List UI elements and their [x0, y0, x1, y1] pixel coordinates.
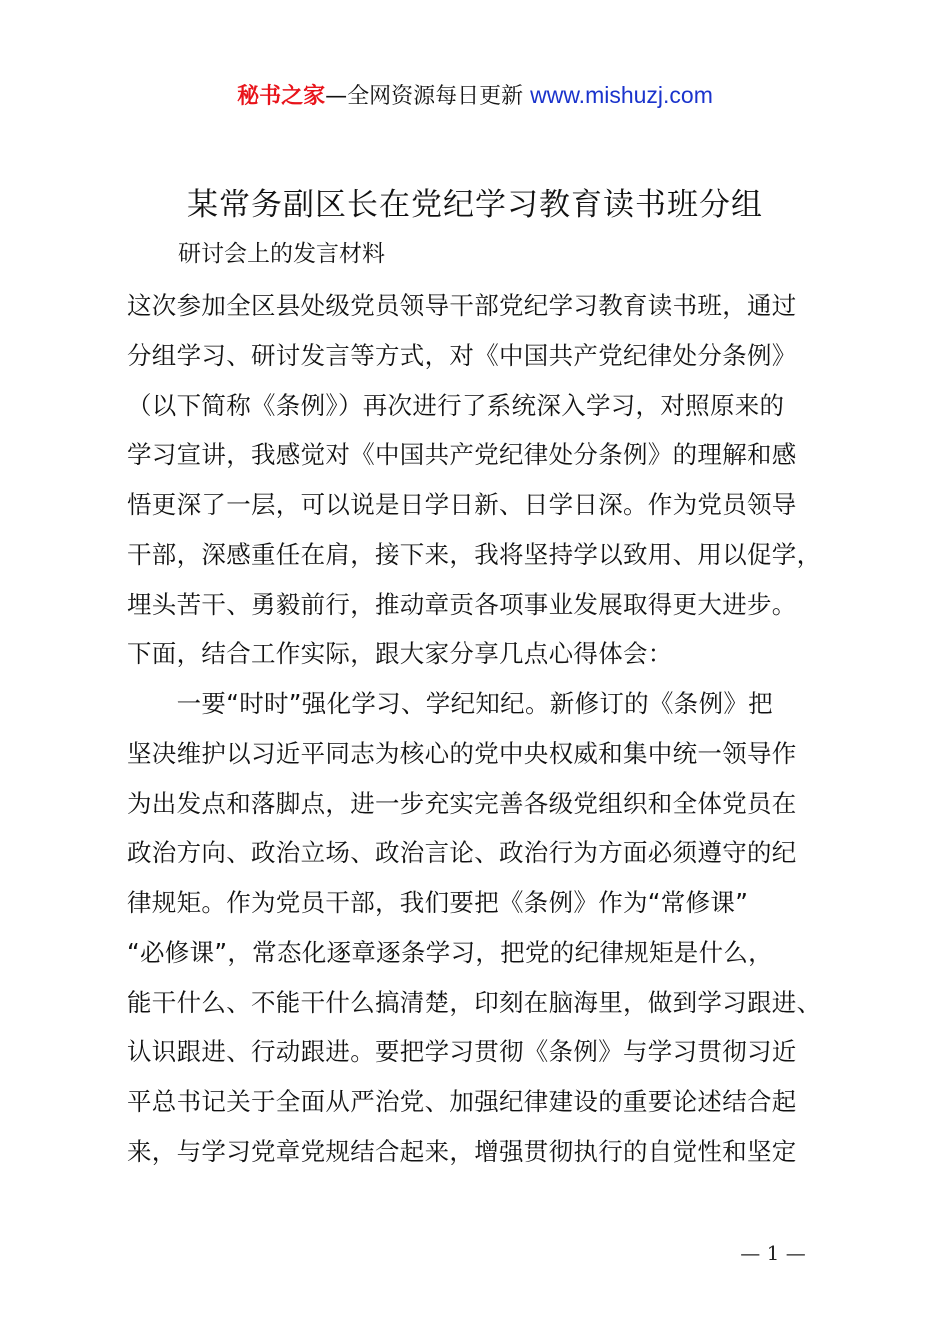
body-line: 能干什么、不能干什么搞清楚，印刻在脑海里，做到学习跟进、	[127, 987, 822, 1017]
body-line: 埋头苦干、勇毅前行，推动章贡各项事业发展取得更大进步。	[127, 589, 797, 619]
body-line: 干部，深感重任在肩，接下来，我将坚持学以致用、用以促学，	[127, 539, 822, 569]
body-line: 悟更深了一层，可以说是日学日新、日学日深。作为党员领导	[127, 490, 797, 519]
body-line: 来，与学习党章党规结合起来，增强贯彻执行的自觉性和坚定	[127, 1136, 797, 1166]
site-tagline: —全网资源每日更新	[325, 84, 524, 109]
body-line: 坚决维护以习近平同志为核心的党中央权威和集中统一领导作	[127, 738, 797, 768]
body-line: （以下简称《条例》）再次进行了系统深入学习，对照原来的	[127, 390, 785, 420]
body-line: 政治方向、政治立场、政治言论、政治行为方面必须遵守的纪	[127, 838, 797, 868]
body-line: 律规矩。作为党员干部，我们要把《条例》作为“常修课”	[127, 888, 749, 917]
document-subtitle: 研讨会上的发言材料	[178, 241, 385, 267]
document-title: 某常务副区长在党纪学习教育读书班分组	[187, 187, 763, 223]
body-line: 下面，结合工作实际，跟大家分享几点心得体会：	[127, 639, 673, 669]
body-line: 学习宣讲，我感觉对《中国共产党纪律处分条例》的理解和感	[127, 440, 797, 470]
body-line: 这次参加全区县处级党员领导干部党纪学习教育读书班，通过	[127, 291, 797, 320]
body-line: 平总书记关于全面从严治党、加强纪律建设的重要论述结合起	[127, 1087, 797, 1116]
site-url-link[interactable]: www.mishuzj.com	[530, 82, 713, 108]
site-name: 秘书之家	[237, 84, 326, 109]
body-line: 为出发点和落脚点，进一步充实完善各级党组织和全体党员在	[127, 788, 797, 818]
site-header	[0, 78, 950, 114]
page-number: — 1 —	[740, 1241, 806, 1265]
body-line: 一要“时时”强化学习、学纪知纪。新修订的《条例》把	[127, 689, 773, 718]
body-line: “必修课”，常态化逐章逐条学习，把党的纪律规矩是什么，	[127, 937, 773, 967]
body-line: 认识跟进、行动跟进。要把学习贯彻《条例》与学习贯彻习近	[127, 1037, 797, 1067]
body-line: 分组学习、研讨发言等方式，对《中国共产党纪律处分条例》	[127, 340, 797, 370]
document-body	[127, 281, 857, 1177]
